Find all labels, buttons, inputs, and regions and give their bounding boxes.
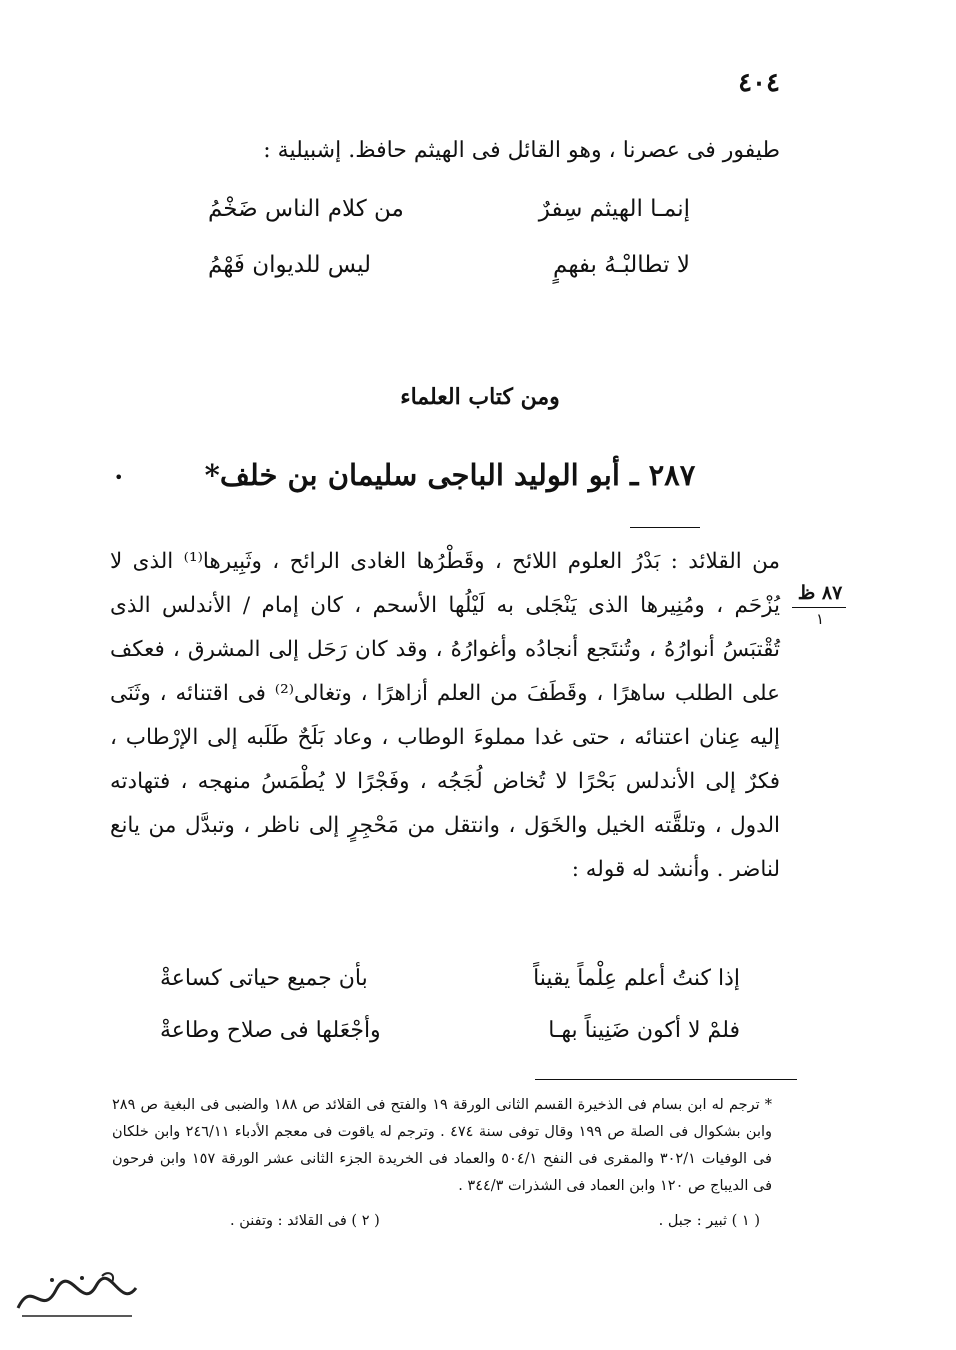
entry-bullet: • [114,468,124,487]
verse-hemistich-right: فلمْ لا أكون ضَنِيناً بهـا [548,1018,740,1043]
margin-folio-number: ٨٧ ظ [797,582,843,604]
verse-hemistich-right: إنمـا الهيثم سِفرٌ [538,196,690,222]
body-paragraph: من القلائد : بَدْرُ العلوم اللائح ، وقَطْرُها الغادى الرائح ، وثَبِيرها⁽¹⁾ الذى لا يُزْحَم ، ومُنِيرها الذى يَنْجَلى به لَيْلُها الأسحم ، كان إمام / الأندلس الذى تُقْتبَسُ أنوارُهُ ، وتُنتَجع أنجادُه وأغوارُهُ ، وقد كان رَحَل إلى المشرق ، فعكف على الطلب ساهرًا ، وقَطَفَ من العلم أزاهرًا ، وتغالى⁽²⁾ فى اقتنائه ، وثَنَى إليه عِنان اعتنائه ، حتى غدا مملوءَ الوطاب ، وعاد بَلَحٌ طَلَبه إلى الإرْطاب ، فكرٌ إلى الأندلس بَحْرًا لا تُخاض لُجَجُه ، وفَجْرًا لا يُطْمَسُ منهجه ، فتهادته الدول ، وتلقَّته الخيل والخَوَل ، وانتقل من مَحْجِرٍ إلى ناظر ، وتبدَّل من يانع لناضر . وأنشد له قوله : [110,549,780,882]
footnote-main: * ترجم له ابن بسام فى الذخيرة القسم الثانى الورقة ١٩ والفتح فى القلائد ص ١٨٨ والضبى فى البغية ص ٢٨٩ وابن بشكوال فى الصلة ص ١٩٩ وقال توفى سنة ٤٧٤ . وترجم له ياقوت فى معجم الأدباء ٢٤٦/١١ وابن خلكان فى الوفيات ٣٠٢/١ والمقرى فى النفح ٥٠٤/١ والعماد فى الخريدة الجزء الثانى عشر الورقة ١٥٧ وابن فرحون فى الديباج ص ١٢٠ وابن العماد فى الشذرات ٣٤٤/٣ . [112,1097,773,1194]
verse-hemistich-left: ليس للديوان فَهْمُ [208,252,372,278]
verse-hemistich-right: لا تطالبْـهُ بفهمٍ [553,252,690,278]
margin-rule [792,607,846,608]
footnote-1: ( ١ ) ثبير : جبل . [658,1213,760,1229]
footnote-2: ( ٢ ) فى القلائد : وتفنن . [230,1213,380,1229]
title-rule [630,527,700,528]
intro-line: طيفور فى عصرنا ، وهو القائل فى الهيثم حافظ. إشبيلية : [263,138,780,163]
verse-hemistich-left: وأجْعَلها فى صلاح وطاعةْ [160,1018,381,1043]
entry-title: ٢٨٧ ـ أبو الوليد الباجى سليمان بن خلف* [204,458,696,492]
page-number: ٤٠٤ [738,68,780,98]
verse-line [150,1018,740,1060]
verse-line [190,252,690,292]
verse-hemistich-left: بأن جميع حياتى كساعةْ [160,966,368,991]
verse-line [150,966,740,1008]
margin-folio-sub: ١ [815,610,825,628]
footnote-rule [535,1079,797,1080]
verse-hemistich-right: إذا كنتُ أعلم عِلْماً يقيناً [533,966,740,991]
margin-folio-note [790,582,850,628]
section-title: ومن كتاب العلماء [400,384,560,410]
verse-line [190,196,690,236]
library-stamp-icon [12,1268,142,1324]
verse-hemistich-left: من كلام الناس ضَخْمُ [208,196,404,222]
